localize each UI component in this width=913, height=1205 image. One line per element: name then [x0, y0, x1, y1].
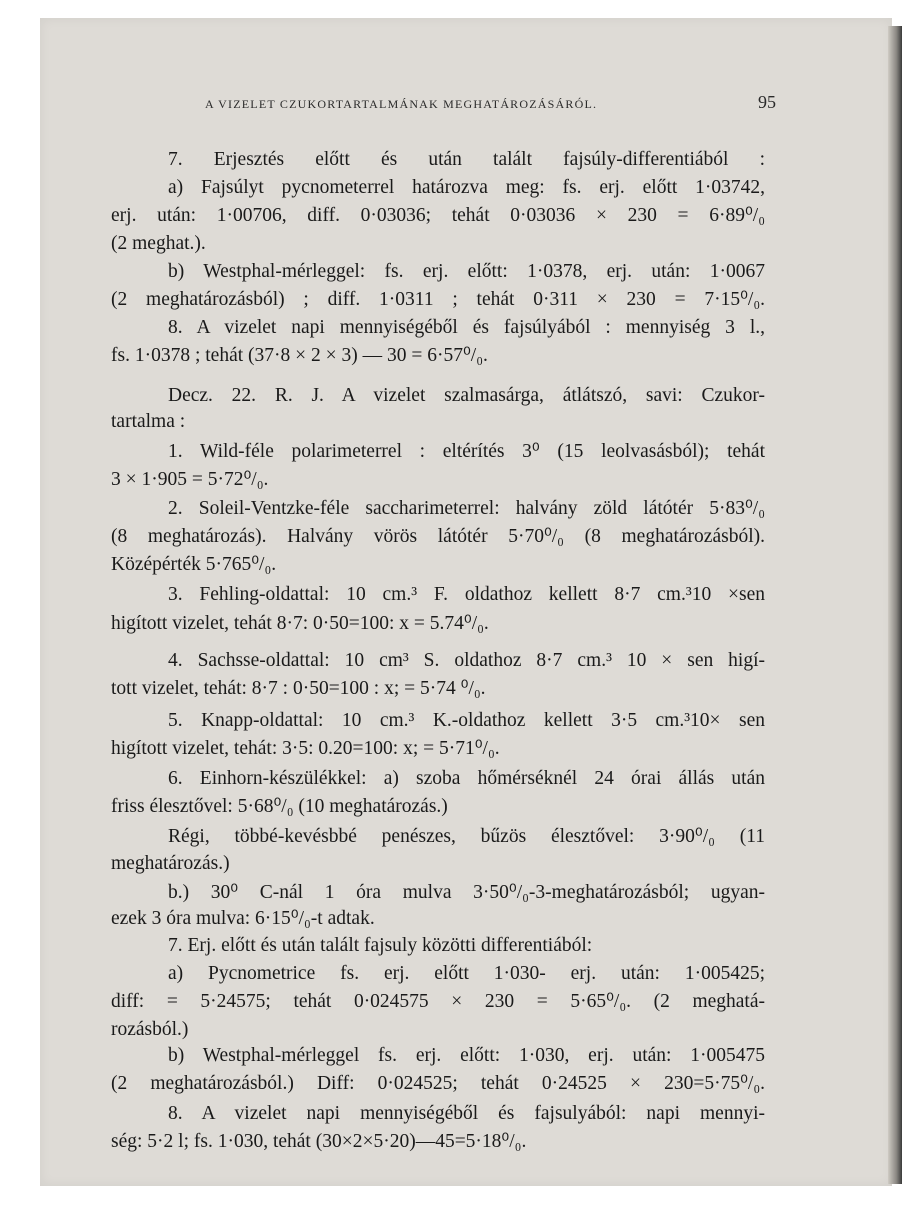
text-line: b) Westphal-mérleggel fs. erj. előtt: 1·030, erj. után: 1·005475	[168, 1045, 765, 1066]
text-line: diff: = 5·24575; tehát 0·024575 × 230 = 5·65⁰/₀. (2 meghatá-	[111, 991, 765, 1012]
text-line: 8. A vizelet napi mennyiségéből és fajsulyából: napi mennyi-	[168, 1103, 765, 1124]
text-line: Középérték 5·765⁰/₀.	[111, 554, 277, 575]
text-line: ség: 5·2 l; fs. 1·030, tehát (30×2×5·20)—45=5·18⁰/₀.	[111, 1131, 527, 1152]
text-line: friss élesztővel: 5·68⁰/₀ (10 meghatározás.)	[111, 796, 448, 817]
text-line: 5. Knapp-oldattal: 10 cm.³ K.-oldathoz kellett 3·5 cm.³10× sen	[168, 710, 765, 731]
text-line: b) Westphal-mérleggel: fs. erj. előtt: 1·0378, erj. után: 1·0067	[168, 261, 765, 282]
page-number: 95	[758, 92, 776, 112]
text-line: Régi, többé-kevésbbé penészes, bűzös élesztővel: 3·90⁰/₀ (11	[168, 826, 765, 847]
text-line: (2 meghatározásból.) Diff: 0·024525; tehát 0·24525 × 230=5·75⁰/₀.	[111, 1073, 765, 1094]
text-line: 3. Fehling-oldattal: 10 cm.³ F. oldathoz kellett 8·7 cm.³10 ×sen	[168, 584, 765, 605]
text-line: (2 meghat.).	[111, 233, 206, 254]
text-line: tartalma :	[111, 411, 186, 432]
page-edge-shadow	[888, 26, 902, 1184]
text-line: (2 meghatározásból) ; diff. 1·0311 ; tehát 0·311 × 230 = 7·15⁰/₀.	[111, 289, 765, 310]
text-line: tott vizelet, tehát: 8·7 : 0·50=100 : x; = 5·74 ⁰/₀.	[111, 678, 486, 699]
text-line: 8. A vizelet napi mennyiségéből és fajsúlyából : mennyiség 3 l.,	[168, 317, 765, 338]
text-line: meghatározás.)	[111, 853, 230, 874]
text-line: 7. Erjesztés előtt és után talált fajsúly-differentiából :	[168, 149, 765, 170]
text-line: higított vizelet, tehát 8·7: 0·50=100: x = 5.74⁰/₀.	[111, 613, 489, 634]
text-line: 4. Sachsse-oldattal: 10 cm³ S. oldathoz 8·7 cm.³ 10 × sen higí-	[168, 650, 765, 671]
text-line: higított vizelet, tehát: 3·5: 0.20=100: x; = 5·71⁰/₀.	[111, 738, 500, 759]
text-line: rozásból.)	[111, 1019, 189, 1040]
text-line: 1. Wild-féle polarimeterrel : eltérítés 3⁰ (15 leolvasásból); tehát	[168, 441, 765, 462]
text-line: 6. Einhorn-készülékkel: a) szoba hőmérséknél 24 órai állás után	[168, 768, 765, 789]
text-line: b.) 30⁰ C-nál 1 óra mulva 3·50⁰/₀-3-meghatározásból; ugyan-	[168, 882, 765, 903]
text-line: ezek 3 óra mulva: 6·15⁰/₀-t adtak.	[111, 908, 375, 929]
running-header: A VIZELET CZUKORTARTALMÁNAK MEGHATÁROZÁSÁRÓL.	[205, 97, 598, 111]
text-line: 2. Soleil-Ventzke-féle saccharimeterrel: halvány zöld látótér 5·83⁰/₀	[168, 498, 765, 519]
text-line: 7. Erj. előtt és után talált fajsuly közötti differentiából:	[168, 935, 593, 956]
text-line: Decz. 22. R. J. A vizelet szalmasárga, átlátszó, savi: Czukor-	[168, 385, 765, 406]
text-line: a) Pycnometrice fs. erj. előtt 1·030- erj. után: 1·005425;	[168, 963, 765, 984]
text-line: 3 × 1·905 = 5·72⁰/₀.	[111, 469, 269, 490]
text-line: (8 meghatározás). Halvány vörös látótér 5·70⁰/₀ (8 meghatározásból).	[111, 526, 765, 547]
text-line: a) Fajsúlyt pycnometerrel határozva meg: fs. erj. előtt 1·03742,	[168, 177, 765, 198]
text-line: erj. után: 1·00706, diff. 0·03036; tehát 0·03036 × 230 = 6·89⁰/₀	[111, 205, 765, 226]
text-line: fs. 1·0378 ; tehát (37·8 × 2 × 3) — 30 = 6·57⁰/₀.	[111, 345, 488, 366]
